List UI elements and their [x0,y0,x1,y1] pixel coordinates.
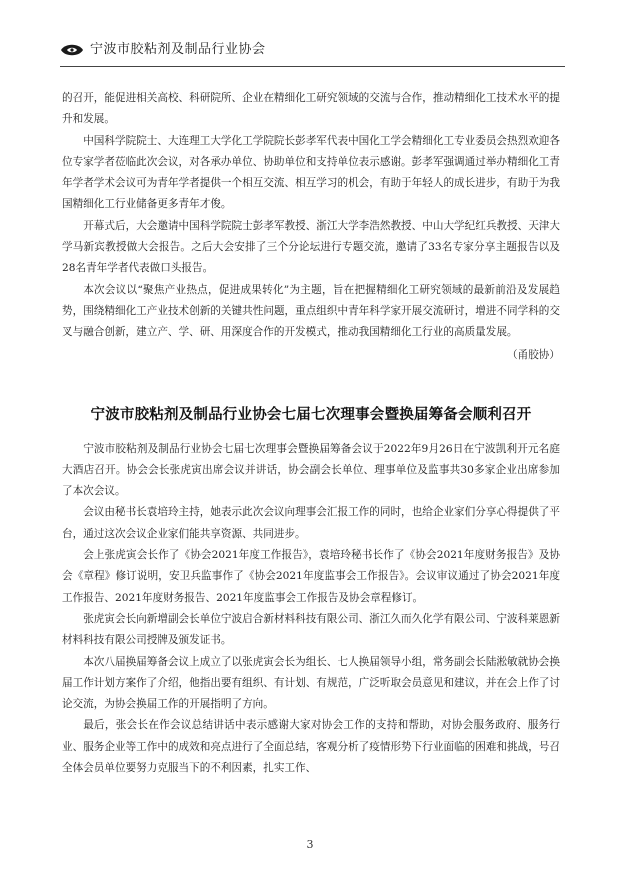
paragraph: 会议由秘书长袁培玲主持，她表示此次会议向理事会汇报工作的同时，也给企业家们分享心得提供了平台，通过这次会议企业家们能共享资源、共同进步。 [62,506,560,540]
header-title: 宁波市胶粘剂及制品行业协会 [90,42,266,57]
paragraph: 开幕式后，大会邀请中国科学院院士彭孝军教授、浙江大学李浩然教授、中山大学纪红兵教授、天津大学马新宾教授做大会报告。之后大会安排了三个分论坛进行专题交流，邀请了33名专家分享主题报告以及28名青年学者代表做口头报告。 [62,219,560,275]
article-title: 宁波市胶粘剂及制品行业协会七届七次理事会暨换届筹备会顺利召开 [90,405,532,423]
previous-article-continuation [62,88,560,366]
page-number: 3 [306,838,314,851]
page-content [62,88,560,779]
paragraph: 的召开，能促进相关高校、科研院所、企业在精细化工研究领域的交流与合作，推动精细化工技术水平的提升和发展。 [62,92,560,126]
header-divider [60,66,565,67]
paragraph: 会上张虎寅会长作了《协会2021年度工作报告》，袁培玲秘书长作了《协会2021年度财务报告》及协会《章程》修订说明，安卫兵监事作了《协会2021年度监事会工作报告》。会议审议通过了协会2021年度工作报告、2021年度财务报告、2021年度监事会工作报告及协会章程修订。 [62,549,560,604]
paragraph: 中国科学院院士、大连理工大学化工学院院长彭孝军代表中国化工学会精细化工专业委员会热烈欢迎各位专家学者莅临此次会议，对各承办单位、协助单位和支持单位表示感谢。彭孝军强调通过举办精细化工青年学者学术会议可为青年学者提供一个相互交流、相互学习的机会，有助于年轻人的成长进步，有助于为我国精细化工行业储备更多青年才俊。 [62,134,560,211]
paragraph: 本次八届换届筹备会议上成立了以张虎寅会长为组长、七人换届领导小组，常务副会长陆淞敏就协会换届工作计划方案作了介绍，他指出要有组织、有计划、有规范，广泛听取会员意见和建议，并在会上作了讨论交流，为协会换届工作的开展指明了方向。 [62,655,560,711]
running-header [60,40,565,62]
article [62,404,560,780]
paragraph: 张虎寅会长向新增副会长单位宁波启合新材料科技有限公司、浙江久而久化学有限公司、宁波科莱恩新材料科技有限公司授牌及颁发证书。 [62,612,560,647]
paragraph: 最后，张会长在作会议总结讲话中表示感谢大家对协会工作的支持和帮助，对协会服务政府、服务行业、服务企业等工作中的成效和亮点进行了全面总结，客观分析了疫情形势下行业面临的困难和挑战，号召全体会员单位要努力克服当下的不利因素，扎实工作、 [62,719,560,775]
paragraph: 本次会议以“聚焦产业热点，促进成果转化”为主题，旨在把握精细化工研究领域的最新前沿及发展趋势，围绕精细化工产业技术创新的关键共性问题，重点组织中青年科学家开展交流研讨，增进不同学科的交叉与融合创新，建立产、学、研、用深度合作的开发模式，推动我国精细化工行业的高质量发展。 [62,283,560,339]
article-attribution: （甬胶协） [507,348,560,361]
paragraph: 宁波市胶粘剂及制品行业协会七届七次理事会暨换届筹备会议于2022年9月26日在宁波凯利开元名庭大酒店召开。协会会长张虎寅出席会议并讲话，协会副会长单位、理事单位及监事共30多家企业出席参加了本次会议。 [62,442,560,498]
association-logo-icon [60,42,84,58]
